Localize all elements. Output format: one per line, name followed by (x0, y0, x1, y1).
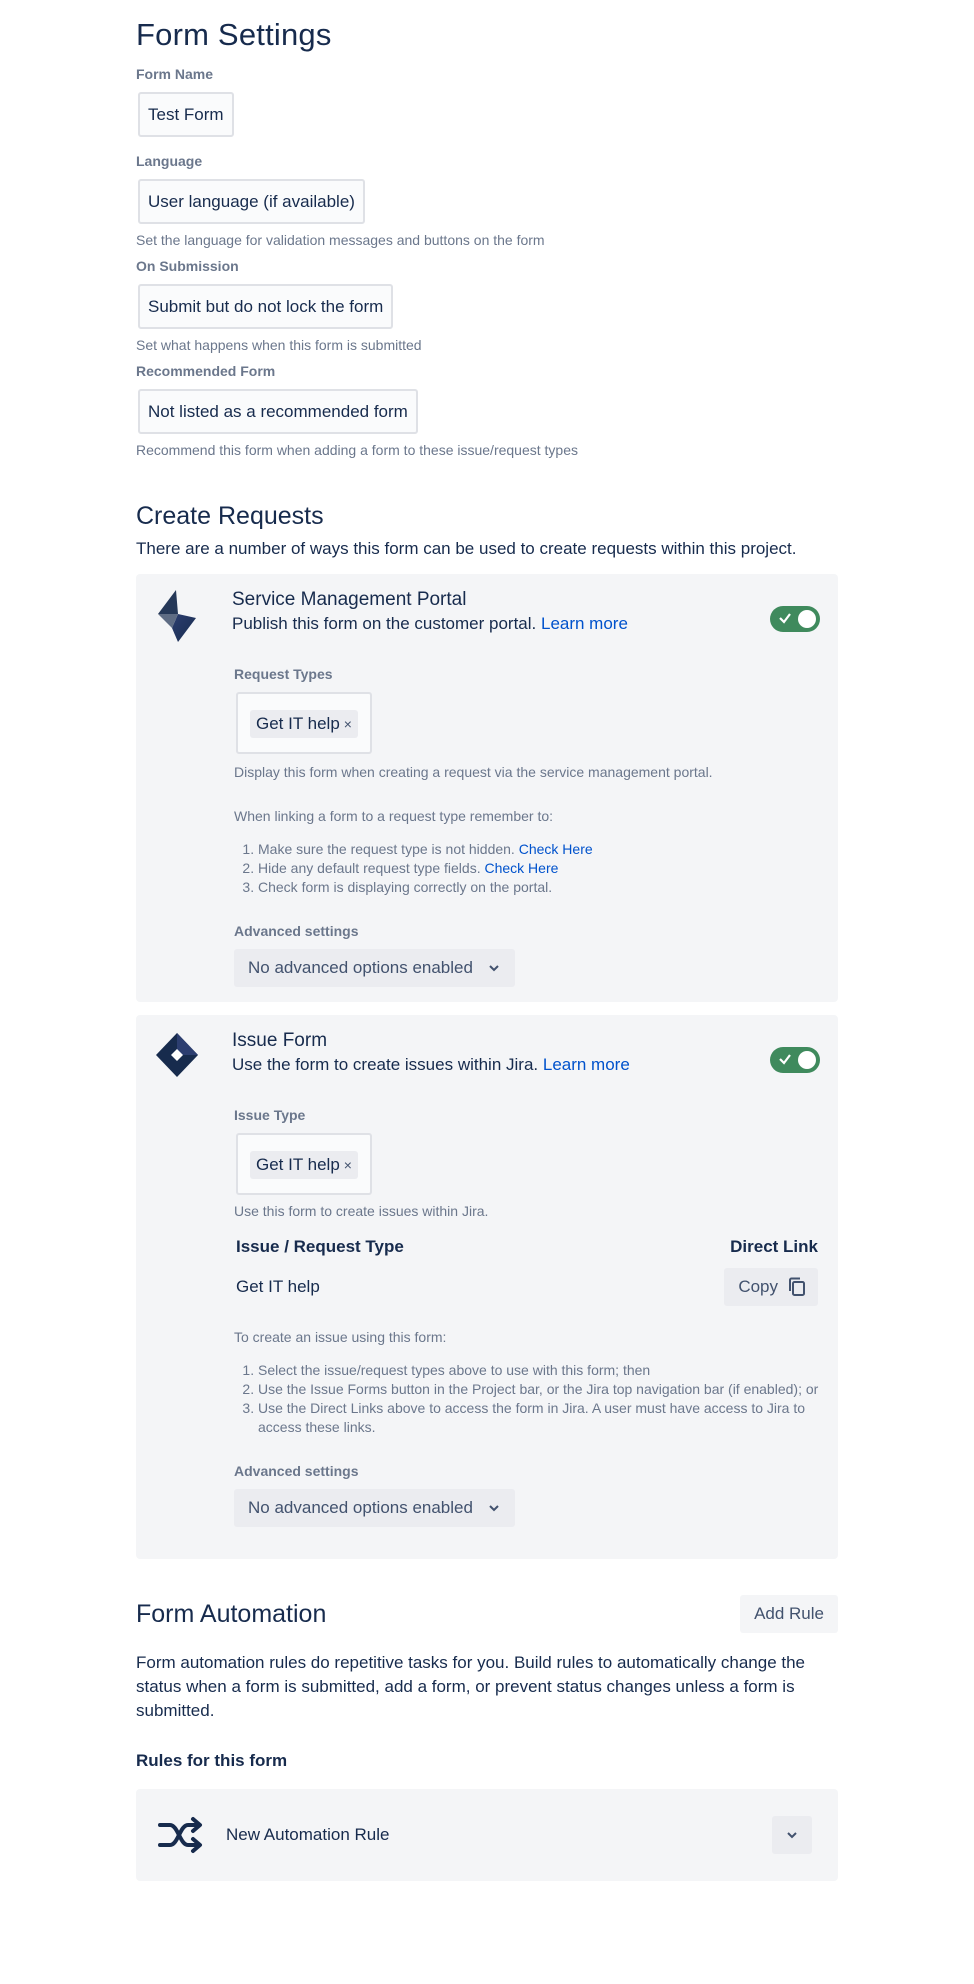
automation-header (136, 1595, 838, 1633)
tag-remove-icon[interactable]: × (343, 1157, 352, 1173)
issue-form-notes-list (234, 1361, 820, 1437)
row-type: Get IT help (236, 1277, 320, 1296)
portal-notes-list (234, 840, 820, 897)
create-requests-description: There are a number of ways this form can be used to create requests within this project. (136, 539, 797, 558)
copy-link-button[interactable] (724, 1268, 818, 1306)
rules-label: Rules for this form (136, 1751, 288, 1770)
language-select[interactable]: User language (if available) (138, 179, 365, 224)
issue-type-label: Issue Type (234, 1107, 306, 1123)
check-here-link[interactable]: Check Here (518, 841, 593, 857)
request-types-select[interactable] (236, 692, 372, 754)
column-header-type: Issue / Request Type (236, 1237, 404, 1256)
on-submission-label: On Submission (136, 258, 239, 274)
recommended-form-helper: Recommend this form when adding a form to these issue/request types (136, 442, 578, 458)
automation-rule-row[interactable] (136, 1789, 838, 1881)
portal-advanced-label: Advanced settings (234, 923, 359, 939)
automation-title: Form Automation (136, 1599, 327, 1628)
portal-advanced-value: No advanced options enabled (248, 958, 473, 977)
portal-body (234, 666, 820, 987)
portal-learn-more-link[interactable]: Learn more (540, 614, 628, 633)
note-text: Check form is displaying correctly on the portal. (258, 879, 553, 895)
note-text: Hide any default request type fields. (258, 860, 481, 876)
on-submission-helper: Set what happens when this form is submitted (136, 337, 422, 353)
on-submission-select[interactable]: Submit but do not lock the form (138, 284, 393, 329)
issue-form-subtitle-text: Use the form to create issues within Jira. (232, 1055, 539, 1074)
issue-type-select[interactable] (236, 1133, 372, 1195)
list-item (258, 878, 820, 897)
language-helper: Set the language for validation messages and buttons on the form (136, 232, 545, 248)
issue-form-body (234, 1107, 820, 1527)
toggle-knob (798, 610, 816, 628)
issue-form-advanced-dropdown[interactable] (234, 1489, 515, 1527)
portal-toggle[interactable] (770, 606, 820, 632)
rule-expand-button[interactable] (772, 1816, 812, 1854)
form-name-field (136, 66, 838, 137)
direct-links-table (236, 1237, 818, 1307)
automation-description: Form automation rules do repetitive tasks for you. Build rules to automatically change the status when a form is submitted, add a form, or prevent status changes unless a form is submitted. (136, 1653, 806, 1720)
issue-form-logo-icon (154, 1029, 200, 1085)
shuffle-icon (158, 1815, 204, 1855)
check-here-link[interactable]: Check Here (484, 860, 559, 876)
issue-form-advanced-label: Advanced settings (234, 1463, 359, 1479)
portal-card (136, 574, 838, 1002)
issue-form-subtitle (232, 1053, 820, 1077)
chevron-down-icon (487, 1501, 501, 1515)
rule-name: New Automation Rule (226, 1825, 390, 1844)
request-type-tag-label: Get IT help (256, 714, 340, 733)
portal-subtitle (232, 612, 820, 636)
recommended-form-field (136, 363, 838, 460)
create-requests-title: Create Requests (136, 502, 324, 530)
form-automation-section (136, 1595, 838, 1881)
note-text: Make sure the request type is not hidden. (258, 841, 515, 857)
list-item: 3. Use the Direct Links above to access the form in Jira. A user must have access to Jira to access these links. (258, 1399, 820, 1437)
issue-form-card (136, 1015, 838, 1559)
issue-form-title: Issue Form (232, 1030, 328, 1051)
issue-form-helper: Use this form to create issues within Jira. (234, 1203, 489, 1219)
copy-label: Copy (738, 1277, 778, 1296)
page-title: Form Settings (136, 17, 332, 52)
add-rule-button[interactable]: Add Rule (740, 1595, 838, 1633)
portal-helper: Display this form when creating a request via the service management portal. (234, 764, 713, 780)
issue-type-tag (250, 1151, 358, 1179)
portal-note-head: When linking a form to a request type remember to: (234, 808, 554, 824)
list-item: 1. Select the issue/request types above to use with this form; then (258, 1361, 820, 1380)
check-icon (778, 1051, 792, 1067)
request-type-tag (250, 710, 358, 738)
copy-icon (788, 1277, 806, 1297)
chevron-down-icon (487, 961, 501, 975)
toggle-knob (798, 1051, 816, 1069)
list-item (258, 859, 820, 878)
check-icon (778, 610, 792, 626)
tag-remove-icon[interactable]: × (343, 716, 352, 732)
recommended-form-select[interactable]: Not listed as a recommended form (138, 389, 418, 434)
portal-advanced-dropdown[interactable] (234, 949, 515, 987)
list-item (258, 840, 820, 859)
form-name-label: Form Name (136, 66, 214, 82)
table-row (236, 1267, 818, 1307)
portal-title: Service Management Portal (232, 589, 467, 610)
language-field (136, 153, 838, 250)
column-header-link: Direct Link (730, 1237, 818, 1256)
issue-form-advanced-value: No advanced options enabled (248, 1498, 473, 1517)
issue-type-tag-label: Get IT help (256, 1155, 340, 1174)
request-types-label: Request Types (234, 666, 333, 682)
create-requests-section (136, 502, 838, 559)
list-item: 2. Use the Issue Forms button in the Project bar, or the Jira top navigation bar (if enabled); or (258, 1380, 820, 1399)
recommended-form-label: Recommended Form (136, 363, 276, 379)
issue-form-note-head: To create an issue using this form: (234, 1329, 447, 1345)
on-submission-field (136, 258, 838, 355)
language-label: Language (136, 153, 203, 169)
issue-form-toggle[interactable] (770, 1047, 820, 1073)
chevron-down-icon (785, 1828, 799, 1842)
issue-form-learn-more-link[interactable]: Learn more (542, 1055, 630, 1074)
portal-subtitle-text: Publish this form on the customer portal. (232, 614, 537, 633)
service-management-logo-icon (154, 588, 200, 644)
table-header (236, 1237, 818, 1261)
form-name-input[interactable]: Test Form (138, 92, 234, 137)
